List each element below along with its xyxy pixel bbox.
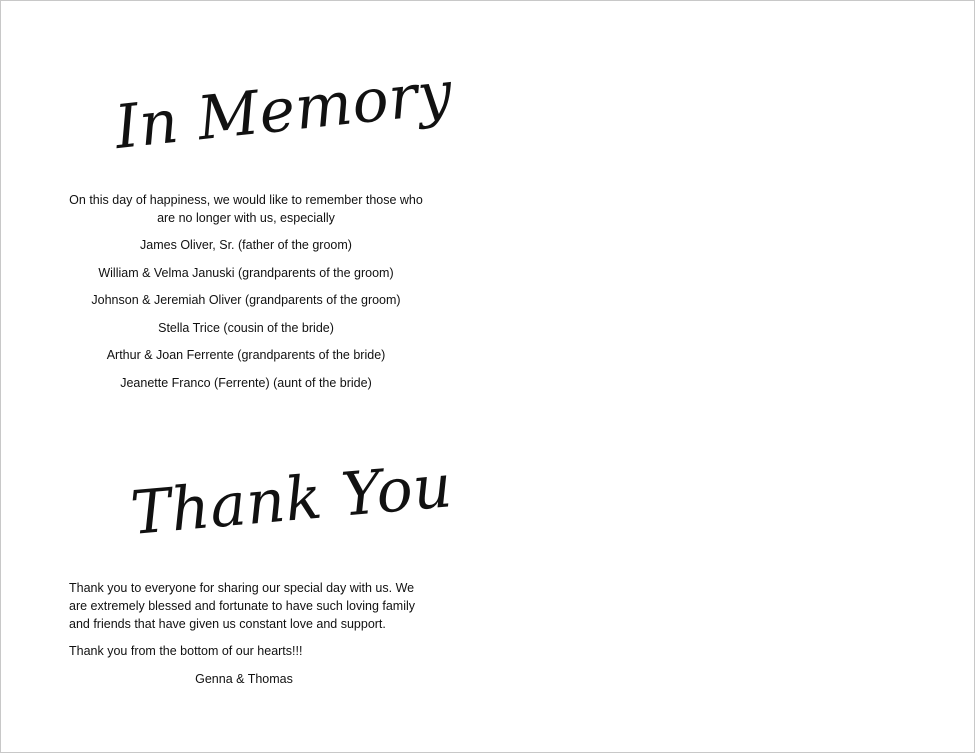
memory-intro-text: On this day of happiness, we would like to remember those who are no longer with us, especially [69,193,423,225]
thanks-closing: Thank you from the bottom of our hearts!!! [69,644,303,658]
signature: Genna & Thomas [195,672,293,686]
memorial-name: James Oliver, Sr. (father of the groom) [140,238,352,252]
thanks-section [69,579,429,669]
memorial-name: Stella Trice (cousin of the bride) [158,320,334,335]
thank-you-heading: Thank You [127,451,455,549]
memorial-name: Arthur & Joan Ferrente (grandparents of the bride) [106,348,386,362]
in-memory-heading: In Memory [111,58,456,164]
memorial-name: Johnson & Jeremiah Oliver (grandparents of the groom) [91,293,401,307]
memorial-name: Jeanette Franco (Ferrente) (aunt of the bride) [120,375,372,390]
memorial-name: William & Velma Januski (grandparents of the groom) [98,265,394,280]
memory-section [61,191,431,401]
thanks-paragraph: Thank you to everyone for sharing our special day with us. We are extremely blessed and fortunate to have such loving family and friends that have given us constant love and support. [69,581,416,631]
